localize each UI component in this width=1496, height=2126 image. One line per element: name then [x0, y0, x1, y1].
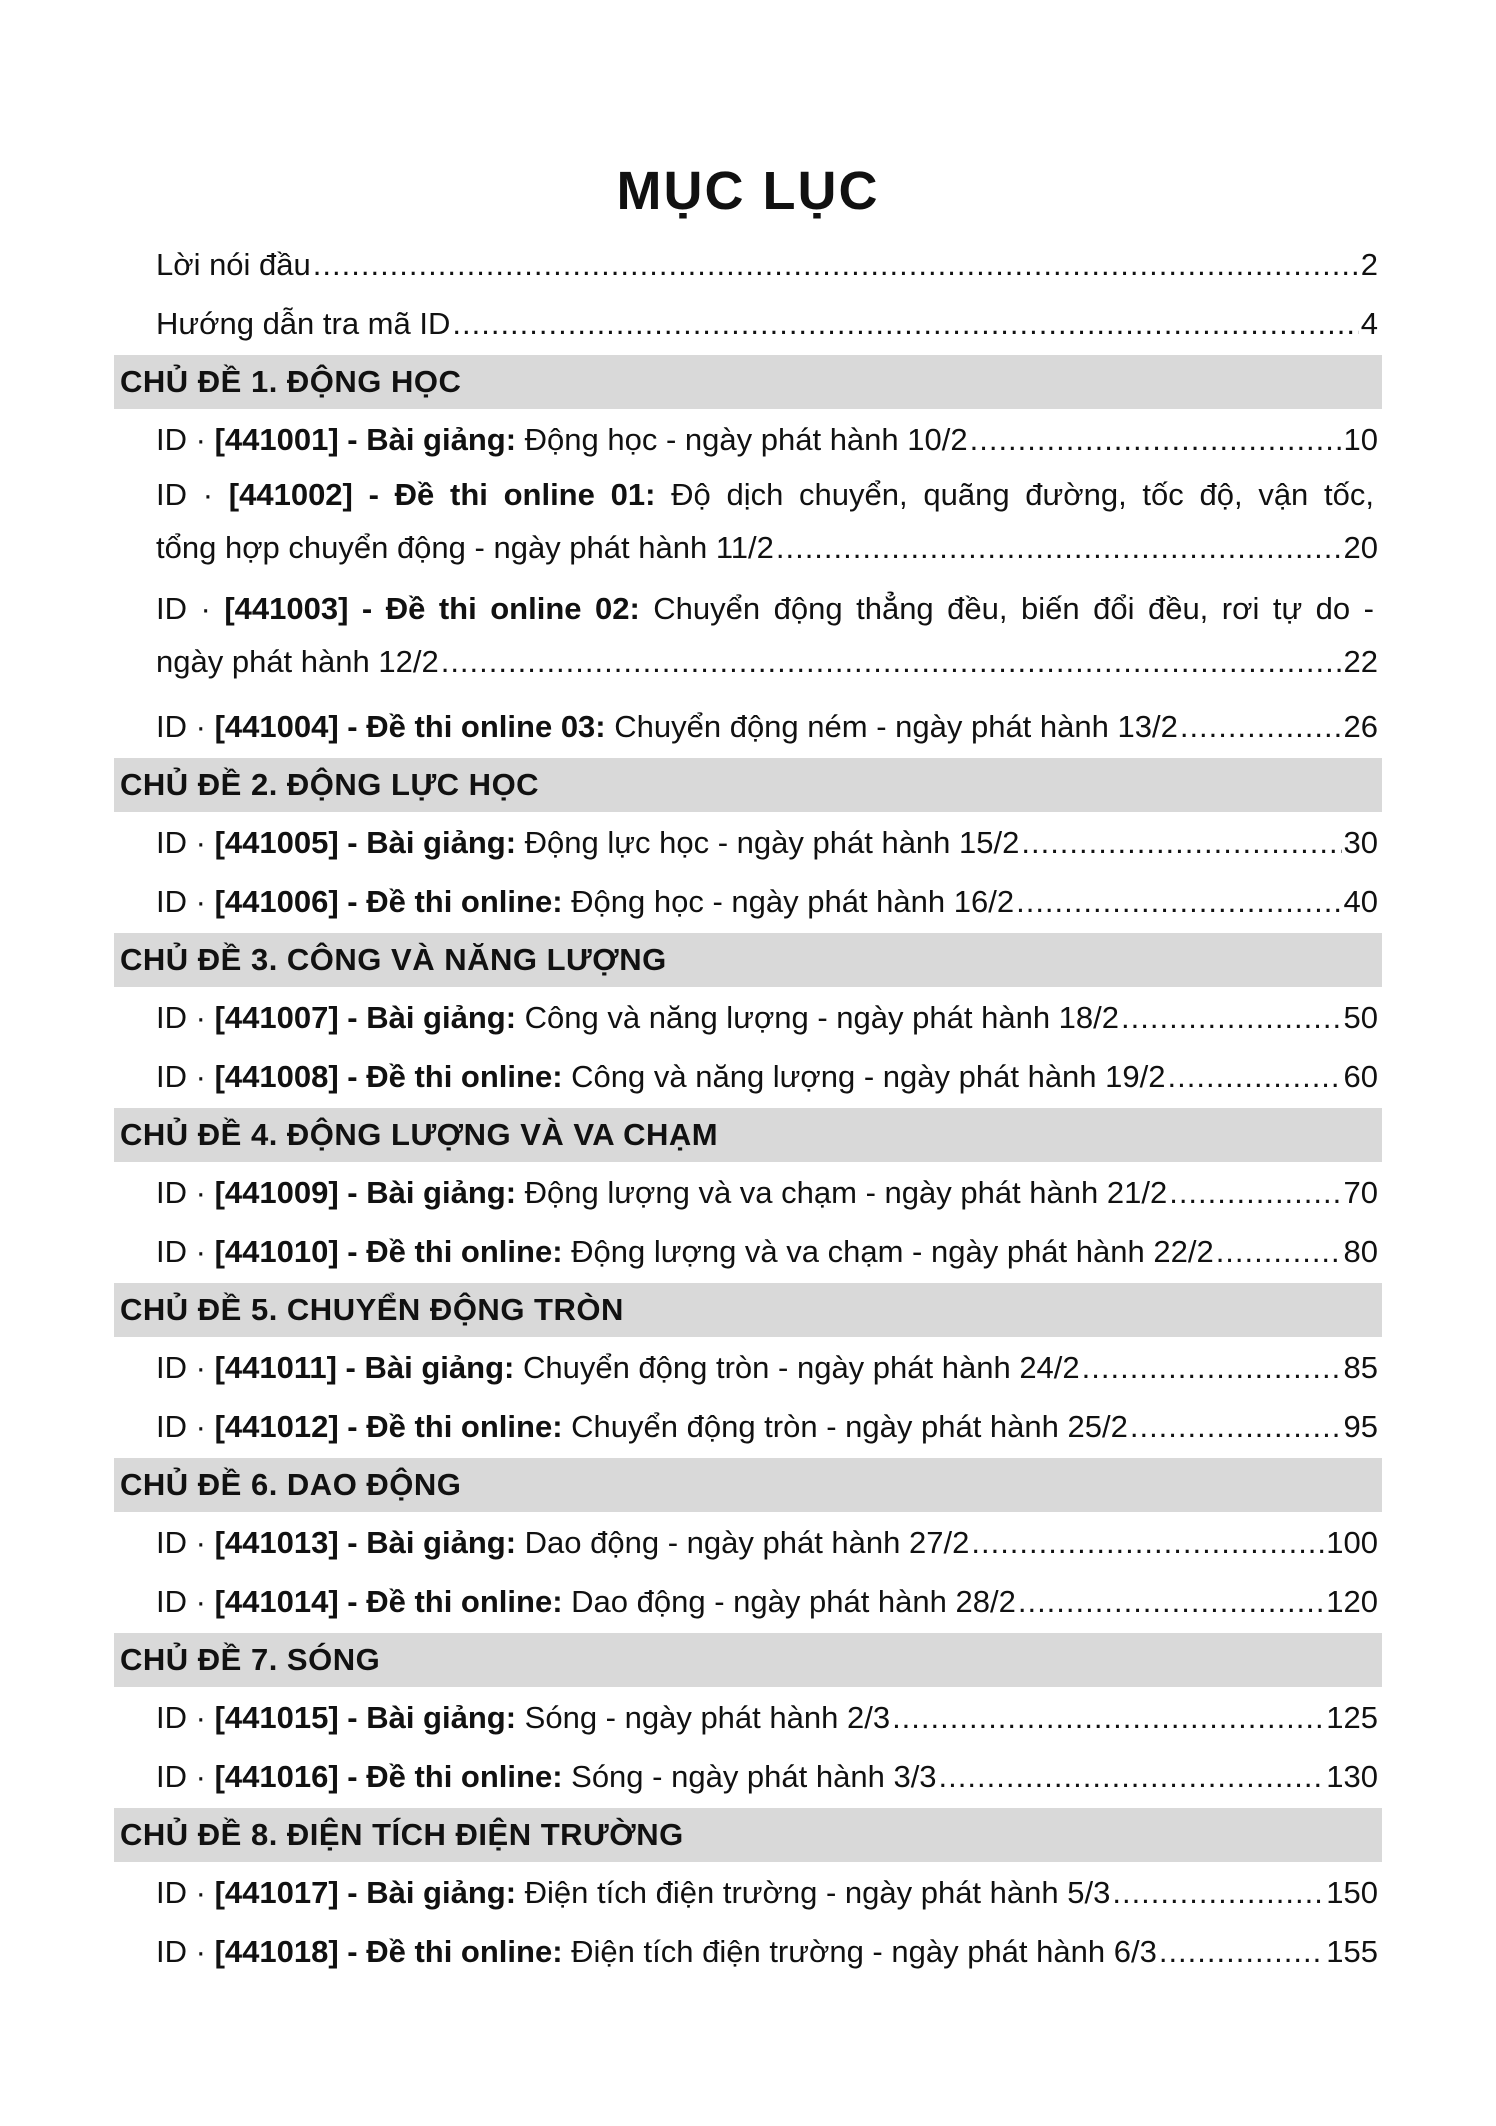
- table-of-contents: [114, 236, 1382, 1981]
- toc-page-number: 100: [1326, 1525, 1378, 1560]
- chapter-heading: CHỦ ĐỀ 7. SÓNG: [114, 1633, 1382, 1687]
- toc-entry-text: Hướng dẫn tra mã ID: [156, 305, 451, 341]
- toc-entry[interactable]: [114, 520, 1382, 584]
- toc-entry-text: ID · [441007] - Bài giảng: Công và năng lượng - ngày phát hành 18/2: [156, 1000, 1120, 1035]
- toc-page-number: 10: [1343, 422, 1378, 457]
- toc-page-number: 125: [1326, 1700, 1378, 1735]
- dot-leader: [1159, 1923, 1324, 1982]
- dot-leader: [970, 411, 1342, 470]
- page-title: MỤC LỤC: [616, 161, 880, 221]
- toc-entry[interactable]: [114, 1164, 1382, 1223]
- dot-leader: [1018, 1573, 1324, 1632]
- toc-entry[interactable]: [114, 1748, 1382, 1807]
- chapter-heading: CHỦ ĐỀ 8. ĐIỆN TÍCH ĐIỆN TRƯỜNG: [114, 1808, 1382, 1862]
- toc-entry[interactable]: [114, 295, 1382, 354]
- toc-page-number: 85: [1343, 1350, 1378, 1385]
- toc-entry-code: [441014] - Đề thi online:: [214, 1583, 563, 1619]
- toc-entry-code: [441008] - Đề thi online:: [214, 1058, 563, 1094]
- toc-entry-text: tổng hợp chuyển động - ngày phát hành 11/2: [156, 529, 774, 565]
- toc-entry[interactable]: [114, 873, 1382, 932]
- dot-leader: [452, 295, 1358, 354]
- toc-entry-text: ID · [441009] - Bài giảng: Động lượng và va chạm - ngày phát hành 21/2: [156, 1175, 1168, 1210]
- toc-page-number: 30: [1343, 825, 1378, 860]
- toc-entry[interactable]: [114, 1339, 1382, 1398]
- toc-entry-text: Lời nói đầu: [156, 247, 311, 282]
- toc-entry-text: ID · [441005] - Bài giảng: Động lực học - ngày phát hành 15/2: [156, 825, 1020, 860]
- toc-entry[interactable]: [114, 1048, 1382, 1107]
- toc-page-number: 120: [1326, 1583, 1378, 1619]
- toc-entry-text: ID · [441018] - Đề thi online: Điện tích điện trường - ngày phát hành 6/3: [156, 1933, 1157, 1969]
- toc-entry-code: [441004] - Đề thi online 03:: [214, 708, 606, 744]
- toc-entry-text: ID · [441008] - Đề thi online: Công và năng lượng - ngày phát hành 19/2: [156, 1058, 1166, 1094]
- toc-entry[interactable]: [114, 1864, 1382, 1923]
- toc-entry-code: [441006] - Đề thi online:: [214, 883, 563, 919]
- toc-entry-code: [441016] - Đề thi online:: [214, 1758, 563, 1794]
- chapter-heading: CHỦ ĐỀ 5. CHUYỂN ĐỘNG TRÒN: [114, 1283, 1382, 1337]
- toc-entry-text: ngày phát hành 12/2: [156, 643, 439, 679]
- toc-entry-code: [441010] - Đề thi online:: [214, 1233, 563, 1269]
- dot-leader: [939, 1748, 1325, 1807]
- toc-entry-text: ID · [441016] - Đề thi online: Sóng - ngày phát hành 3/3: [156, 1758, 937, 1794]
- toc-entry-code: [441001] - Bài giảng:: [214, 422, 517, 457]
- dot-leader: [1180, 698, 1342, 757]
- toc-entry-code: [441005] - Bài giảng:: [214, 825, 517, 860]
- toc-entry-code: [441013] - Bài giảng:: [214, 1525, 517, 1560]
- toc-page-number: 155: [1326, 1933, 1378, 1969]
- toc-entry-text: ID · [441014] - Đề thi online: Dao động - ngày phát hành 28/2: [156, 1583, 1016, 1619]
- chapter-heading: CHỦ ĐỀ 1. ĐỘNG HỌC: [114, 355, 1382, 409]
- dot-leader: [776, 520, 1342, 576]
- toc-page-number: 50: [1343, 1000, 1378, 1035]
- toc-entry[interactable]: [114, 1398, 1382, 1457]
- toc-entry[interactable]: [114, 1923, 1382, 1982]
- dot-leader: [1021, 814, 1341, 873]
- toc-entry-code: [441018] - Đề thi online:: [214, 1933, 563, 1969]
- toc-entry[interactable]: [114, 411, 1382, 470]
- chapter-heading: CHỦ ĐỀ 2. ĐỘNG LỰC HỌC: [114, 758, 1382, 812]
- toc-entry[interactable]: [114, 1689, 1382, 1748]
- toc-entry-code: [441009] - Bài giảng:: [214, 1175, 517, 1210]
- dot-leader: [1016, 873, 1341, 932]
- toc-entry[interactable]: [114, 698, 1382, 757]
- toc-entry-text: ID · [441010] - Đề thi online: Động lượng và va chạm - ngày phát hành 22/2: [156, 1233, 1214, 1269]
- chapter-heading: CHỦ ĐỀ 3. CÔNG VÀ NĂNG LƯỢNG: [114, 933, 1382, 987]
- toc-entry-text: ID · [441013] - Bài giảng: Dao động - ngày phát hành 27/2: [156, 1525, 970, 1560]
- toc-entry-text: ID · [441017] - Bài giảng: Điện tích điện trường - ngày phát hành 5/3: [156, 1875, 1111, 1910]
- toc-entry[interactable]: [114, 634, 1382, 698]
- dot-leader: [1130, 1398, 1342, 1457]
- toc-page-number: 26: [1343, 708, 1378, 744]
- toc-page-number: 95: [1343, 1408, 1378, 1444]
- toc-entry-code: [441012] - Đề thi online:: [214, 1408, 563, 1444]
- dot-leader: [1168, 1048, 1342, 1107]
- toc-entry-code: [441011] - Bài giảng:: [214, 1350, 515, 1385]
- toc-page-number: 70: [1343, 1175, 1378, 1210]
- toc-entry-code: [441003] - Đề thi online 02:: [224, 590, 640, 626]
- toc-page-number: 20: [1343, 529, 1378, 565]
- toc-page-number: 40: [1343, 883, 1378, 919]
- toc-entry[interactable]: [114, 1223, 1382, 1282]
- toc-entry[interactable]: [114, 1573, 1382, 1632]
- toc-entry-code: [441002] - Đề thi online 01:: [228, 476, 656, 512]
- toc-entry-code: [441017] - Bài giảng:: [214, 1875, 517, 1910]
- toc-page-number: 150: [1326, 1875, 1378, 1910]
- toc-entry[interactable]: [114, 814, 1382, 873]
- toc-page-number: 4: [1360, 305, 1378, 341]
- toc-entry-line1[interactable]: ID · [441003] - Đề thi online 02: Chuyển động thẳng đều, biến đổi đều, rơi tự do -: [156, 590, 1374, 626]
- dot-leader: [892, 1689, 1324, 1748]
- toc-entry-text: ID · [441015] - Bài giảng: Sóng - ngày phát hành 2/3: [156, 1700, 891, 1735]
- toc-entry-text: ID · [441001] - Bài giảng: Động học - ngày phát hành 10/2: [156, 422, 968, 457]
- toc-page-number: 22: [1343, 643, 1378, 679]
- toc-page-number: 60: [1343, 1058, 1378, 1094]
- dot-leader: [1112, 1864, 1324, 1923]
- toc-entry-text: ID · [441006] - Đề thi online: Động học - ngày phát hành 16/2: [156, 883, 1015, 919]
- toc-entry-text: ID · [441012] - Đề thi online: Chuyển động tròn - ngày phát hành 25/2: [156, 1408, 1128, 1444]
- chapter-heading: CHỦ ĐỀ 6. DAO ĐỘNG: [114, 1458, 1382, 1512]
- toc-entry[interactable]: [114, 236, 1382, 295]
- dot-leader: [1121, 989, 1342, 1048]
- dot-leader: [1216, 1223, 1342, 1282]
- toc-page-number: 130: [1326, 1758, 1378, 1794]
- toc-page-number: 80: [1343, 1233, 1378, 1269]
- toc-entry[interactable]: [114, 1514, 1382, 1573]
- dot-leader: [1169, 1164, 1341, 1223]
- dot-leader: [441, 634, 1342, 690]
- dot-leader: [1082, 1339, 1342, 1398]
- toc-entry-text: ID · [441004] - Đề thi online 03: Chuyển động ném - ngày phát hành 13/2: [156, 708, 1178, 744]
- toc-entry-text: ID · [441011] - Bài giảng: Chuyển động tròn - ngày phát hành 24/2: [156, 1350, 1080, 1385]
- toc-entry-code: [441007] - Bài giảng:: [214, 1000, 517, 1035]
- toc-entry-line1[interactable]: ID · [441002] - Đề thi online 01: Độ dịch chuyển, quãng đường, tốc độ, vận tốc,: [156, 476, 1374, 512]
- chapter-heading: CHỦ ĐỀ 4. ĐỘNG LƯỢNG VÀ VA CHẠM: [114, 1108, 1382, 1162]
- toc-entry-code: [441015] - Bài giảng:: [214, 1700, 517, 1735]
- toc-entry[interactable]: [114, 989, 1382, 1048]
- dot-leader: [313, 236, 1359, 295]
- dot-leader: [971, 1514, 1324, 1573]
- toc-page-number: 2: [1360, 247, 1378, 282]
